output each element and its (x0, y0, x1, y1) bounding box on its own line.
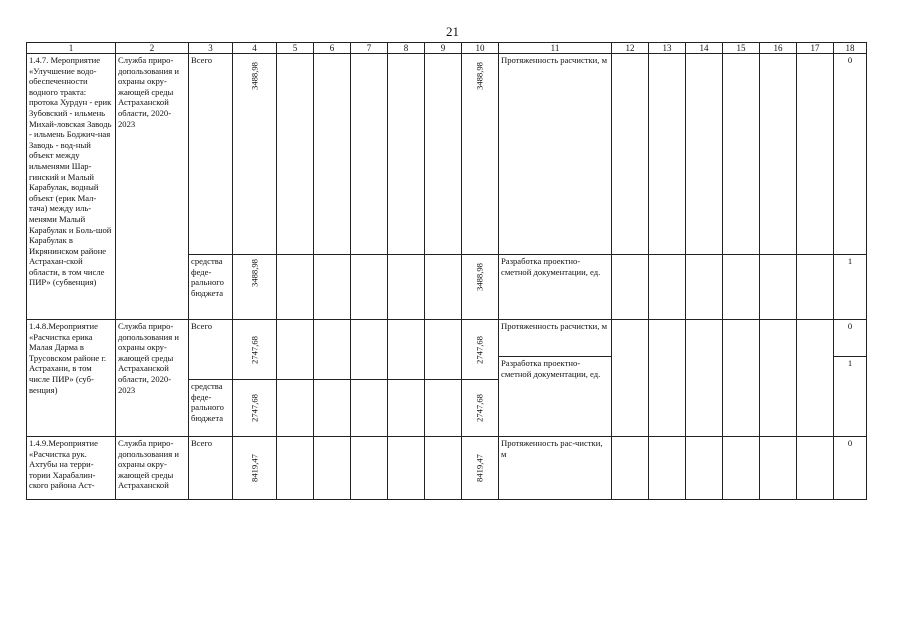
header-cell: 9 (425, 43, 462, 54)
amount-cell (462, 54, 499, 255)
indicator-value: 1 (834, 255, 867, 320)
indicator-cell: Разработка проектно-сметной документации, ед. (499, 357, 612, 437)
funding-source-cell: Всего (189, 320, 233, 380)
amount-value: 3488,98 (249, 62, 260, 90)
amount-cell (233, 54, 277, 255)
indicator-cell: Протяженность расчистки, м (499, 54, 612, 255)
amount-value: 3488,98 (249, 259, 260, 287)
table-row (27, 320, 867, 357)
header-cell: 5 (277, 43, 314, 54)
header-cell: 10 (462, 43, 499, 54)
header-cell: 11 (499, 43, 612, 54)
amount-cell (233, 437, 277, 500)
header-cell: 15 (723, 43, 760, 54)
header-cell: 2 (116, 43, 189, 54)
table-row (27, 54, 867, 255)
amount-cell (462, 320, 499, 380)
activity-cell: 1.4.9.Мероприятие «Расчистка рук. Ахтубы на терри-тории Харабалин-ского района Аст- (27, 437, 116, 500)
executor-cell: Служба приро-допользования и охраны окру-жающей среды Астраханской области, 2020-2023 (116, 54, 189, 320)
amount-cell (233, 380, 277, 437)
header-cell: 18 (834, 43, 867, 54)
header-cell: 1 (27, 43, 116, 54)
funding-source-cell: средства феде-рального бюджета (189, 380, 233, 437)
amount-cell (233, 255, 277, 320)
amount-value: 3488,98 (474, 62, 485, 90)
funding-source-cell: Всего (189, 54, 233, 255)
amount-cell (233, 320, 277, 380)
indicator-cell: Протяженность рас-чистки, м (499, 437, 612, 500)
header-cell: 12 (612, 43, 649, 54)
indicator-cell: Разработка проектно-сметной документации, ед. (499, 255, 612, 320)
amount-cell (462, 380, 499, 437)
table-row (27, 437, 867, 500)
amount-cell (462, 437, 499, 500)
header-cell: 6 (314, 43, 351, 54)
header-cell: 7 (351, 43, 388, 54)
amount-value: 8419,47 (249, 454, 260, 482)
header-cell: 17 (797, 43, 834, 54)
indicator-value: 0 (834, 54, 867, 255)
page-number: 21 (446, 24, 459, 39)
header-cell: 8 (388, 43, 425, 54)
amount-value: 2747,68 (249, 335, 260, 364)
activity-cell: 1.4.7. Мероприятие «Улучшение водо-обеспеченности водного тракта: протока Хурдун - ерик Зубовский - ильмень Михай-ловская Заводь - ильмень Боджич-ная Заводь - вод-ный объект между ильменями Шар-гинский и Малый Карабулак, водный объект (ерик Мал-тача) между иль-менями Малый Карабулак и Боль-шой Карабулак в Икрянинском районе Астрахан-ской области, в том числе ПИР» (субвенция) (27, 54, 116, 320)
funding-source-cell: средства феде-рального бюджета (189, 255, 233, 320)
funding-source-cell: Всего (189, 437, 233, 500)
amount-cell (462, 255, 499, 320)
amount-value: 8419,47 (474, 454, 485, 482)
header-cell: 14 (686, 43, 723, 54)
amount-value: 2747,68 (249, 394, 260, 422)
executor-cell: Служба приро-допользования и охраны окру-жающей среды Астраханской области, 2020-2023 (116, 320, 189, 437)
header-cell: 4 (233, 43, 277, 54)
header-cell: 13 (649, 43, 686, 54)
indicator-value: 0 (834, 437, 867, 500)
header-cell: 16 (760, 43, 797, 54)
activity-cell: 1.4.8.Мероприятие «Расчистка ерика Малая Дарма в Трусовском районе г. Астрахани, в том числе ПИР» (суб-венция) (27, 320, 116, 437)
header-cell: 3 (189, 43, 233, 54)
indicator-cell: Протяженность расчистки, м (499, 320, 612, 357)
indicator-value: 1 (834, 357, 867, 437)
measures-table (26, 42, 867, 500)
amount-value: 3488,98 (474, 263, 485, 291)
header-row (27, 43, 867, 54)
amount-value: 2747,68 (474, 394, 485, 422)
amount-value: 2747,68 (474, 335, 485, 364)
indicator-value: 0 (834, 320, 867, 357)
executor-cell: Служба приро-допользования и охраны окру-жающей среды Астраханской (116, 437, 189, 500)
